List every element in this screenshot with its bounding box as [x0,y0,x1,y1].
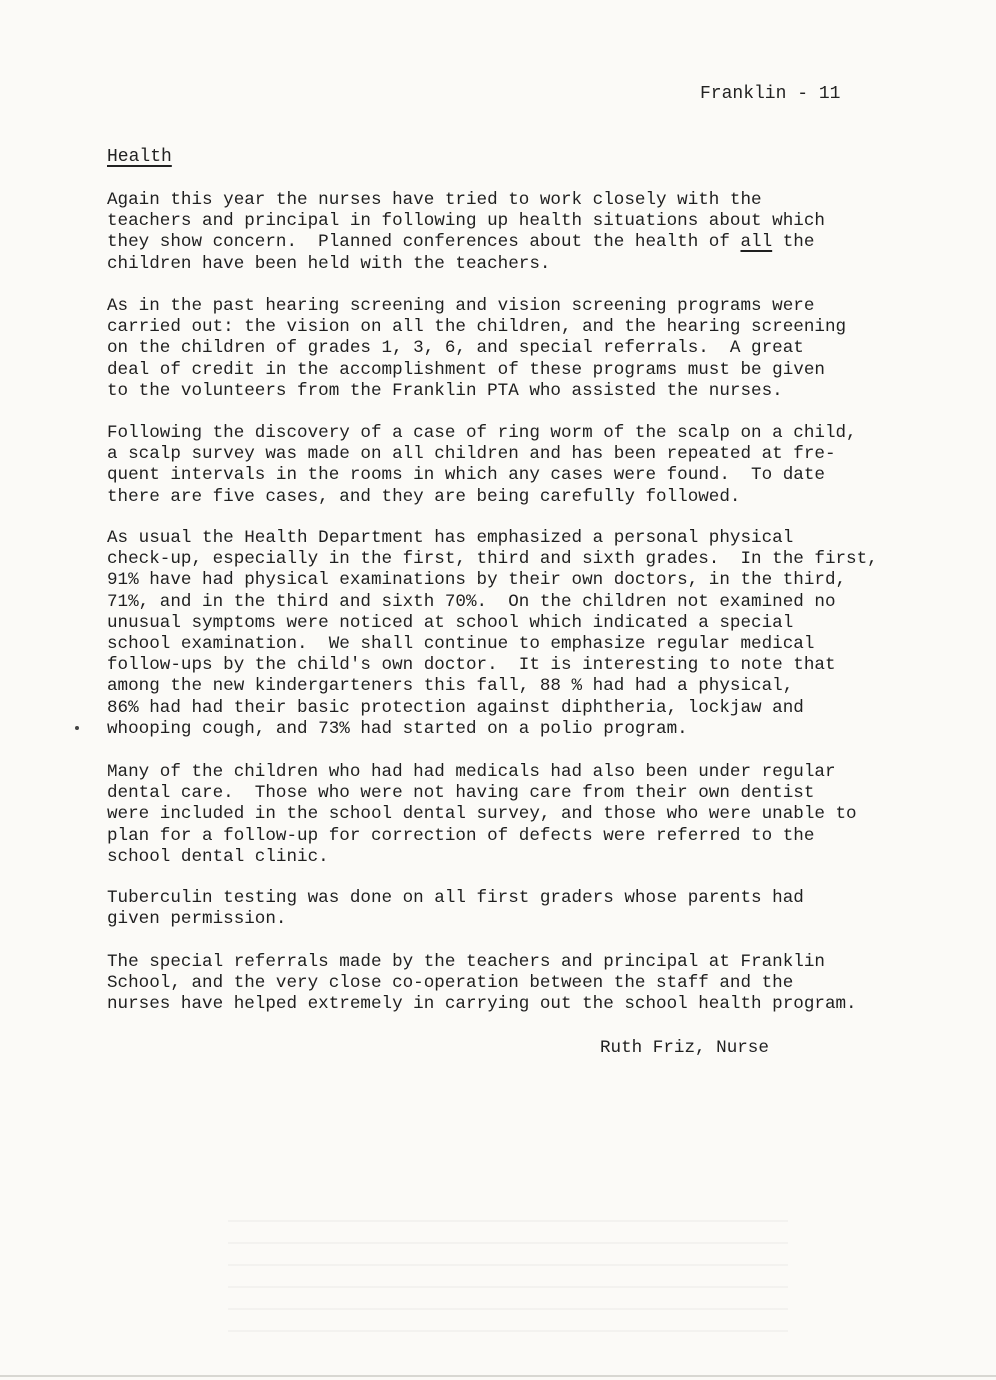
section-heading: Health [107,147,172,167]
paragraph-line: unusual symptoms were noticed at school which indicated a special [107,612,794,633]
paragraph-line: 71%, and in the third and sixth 70%. On the children not examined no [107,591,836,612]
paragraph-line: As usual the Health Department has emphasized a personal physical [107,528,794,548]
underlined-word: all [740,232,773,253]
paragraph-line: The special referrals made by the teachers and principal at Franklin [107,952,825,972]
line-after-underline: the [772,232,815,253]
paragraph-7 [107,952,877,1016]
margin-mark [75,726,79,730]
paragraph-line: children have been held with the teachers. [107,253,551,274]
paragraph-line: carried out: the vision on all the children, and the hearing screening [107,317,847,338]
paragraph-line [107,232,877,253]
paragraph-line: a scalp survey was made on all children and has been repeated at fre- [107,444,836,465]
paragraph-line: to the volunteers from the Franklin PTA who assisted the nurses. [107,380,783,401]
paragraph-line: teachers and principal in following up health situations about which [107,211,825,232]
paragraph-line: check-up, especially in the first, third and sixth grades. In the first, [107,549,878,570]
paragraph-2 [107,296,877,402]
paragraph-line: deal of credit in the accomplishment of these programs must be given [107,359,825,380]
paragraph-line: given permission. [107,909,287,930]
paragraph-3 [107,423,877,508]
page-bottom-edge [0,1375,996,1377]
paragraph-line: school dental clinic. [107,846,329,867]
paragraph-line: among the new kindergarteners this fall, 88 % had had a physical, [107,676,794,697]
paragraph-4 [107,528,877,740]
paragraph-line: nurses have helped extremely in carrying out the school health program. [107,994,857,1015]
paragraph-line: Again this year the nurses have tried to work closely with the [107,190,762,210]
paragraph-line: there are five cases, and they are being carefully followed. [107,486,741,507]
paragraph-line: 91% have had physical examinations by their own doctors, in the third, [107,570,847,591]
paragraph-5 [107,762,877,868]
paragraph-line: Following the discovery of a case of ring worm of the scalp on a child, [107,423,857,443]
paragraph-line: whooping cough, and 73% had started on a polio program. [107,718,688,739]
paragraph-line: 86% had had their basic protection against diphtheria, lockjaw and [107,697,804,718]
line-before-underline: they show concern. Planned conferences about the health of [107,232,741,253]
paragraph-line: As in the past hearing screening and vision screening programs were [107,296,815,316]
paragraph-line: school examination. We shall continue to emphasize regular medical [107,634,815,655]
paragraph-line: follow-ups by the child's own doctor. It is interesting to note that [107,655,836,676]
paragraph-1 [107,190,877,275]
paragraph-line: Tuberculin testing was done on all first graders whose parents had [107,888,804,908]
paragraph-line: plan for a follow-up for correction of defects were referred to the [107,825,815,846]
paragraph-line: School, and the very close co-operation between the staff and the [107,973,794,994]
paragraph-line: were included in the school dental survey, and those who were unable to [107,804,857,825]
paragraph-line: Many of the children who had had medicals had also been under regular [107,762,836,782]
bleed-through-text [228,1220,788,1340]
signature: Ruth Friz, Nurse [600,1038,769,1058]
page-header: Franklin - 11 [700,84,841,104]
paragraph-line: on the children of grades 1, 3, 6, and special referrals. A great [107,338,804,359]
paragraph-line: quent intervals in the rooms in which any cases were found. To date [107,465,825,486]
paragraph-line: dental care. Those who were not having care from their own dentist [107,783,815,804]
paragraph-6 [107,888,877,930]
